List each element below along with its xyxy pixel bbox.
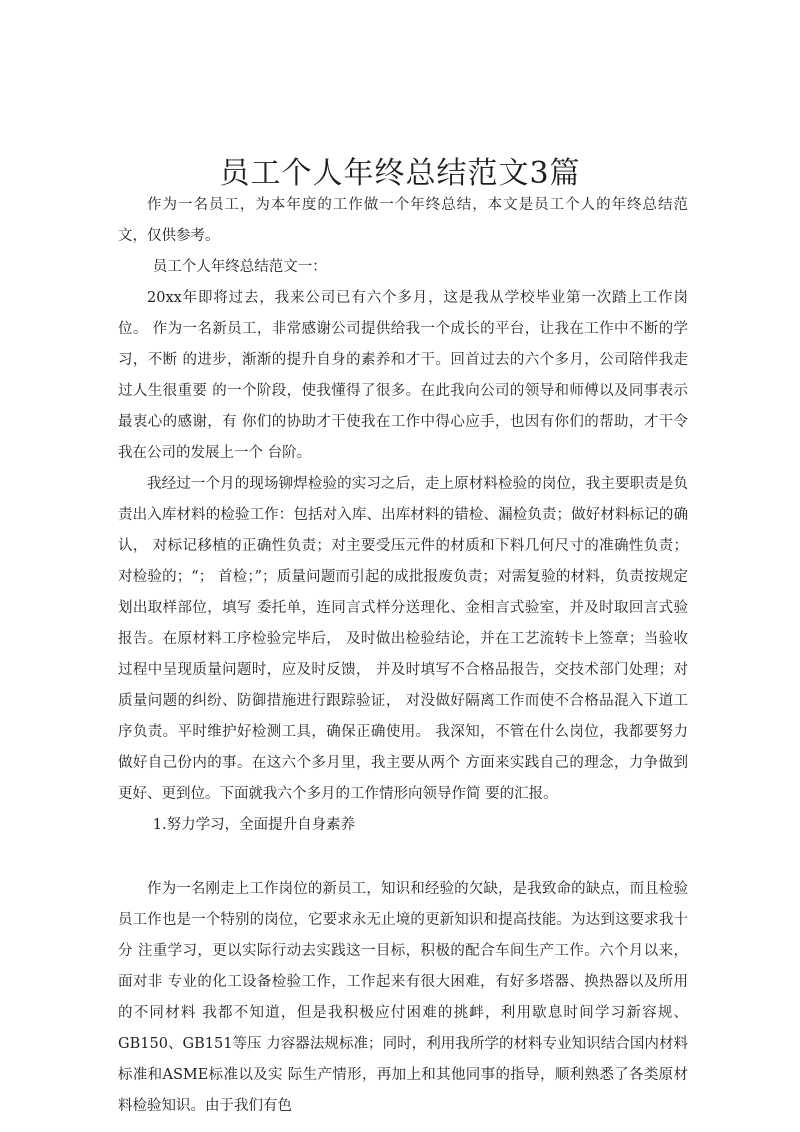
intro-paragraph: 作为一名员工，为本年度的工作做一个年终总结，本文是员工个人的年终总结范 文，仅供参考。 <box>118 197 688 244</box>
paragraph-3: 作为一名刚走上工作岗位的新员工，知识和经验的欠缺，是我致命的缺点，而且检验 员工作也是一个特别的岗位，它要求永无止境的更新知识和提高技能。为达到这要求我十分 注重学习，更以实际行动去实践这一目标，积极的配合车间生产工作。六个月以来，面对非 专业的化工设备检验工作，工作起来有很大困难，有好多塔器、换热器以及所用的不同材料 我都不知道，但是我积极应付困难的挑衅，利用歇息时间学习新容规、GB150、GB151等压 力容器法规标准；同时，利用我所学的材料专业知识结合国内材料标准和ASME标准以及实 际生产情形，再加上和其他同事的指导，顺利熟悉了各类原材料检验知识。由于我们有色 <box>118 881 688 1114</box>
paragraph-1: 20xx年即将过去，我来公司已有六个多月，这是我从学校毕业第一次踏上工作岗位。 作为一名新员工，非常感谢公司提供给我一个成长的平台，让我在工作中不断的学习，不断 的进步，渐渐的提升自身的素养和才干。回首过去的六个多月，公司陪伴我走过人生很重要 的一个阶段，使我懂得了很多。在此我向公司的领导和师傅以及同事表示最衷心的感谢，有 你们的协助才干使我在工作中得心应手，也因有你们的帮助，才干令我在公司的发展上一个 台阶。 <box>118 290 688 461</box>
document-title: 员工个人年终总结范文3篇 <box>219 156 581 192</box>
section-label: 员工个人年终总结范文一： <box>152 259 327 275</box>
document-body <box>118 190 688 1122</box>
section-heading-1: 1.努力学习，全面提升自身素养 <box>152 817 356 833</box>
paragraph-2: 我经过一个月的现场铆焊检验的实习之后，走上原材料检验的岗位，我主要职责是负 责出入库材料的检验工作：包括对入库、出库材料的错检、漏检负责；做好材料标记的确认， 对标记移植的正确性负责；对主要受压元件的材质和下料几何尺寸的准确性负责；对检验的；“； 首检；”；质量问题而引起的成批报废负责；对需复验的材料，负责按规定划出取样部位，填写 委托单，连同言式样分送理化、金相言式验室，并及时取回言式验报告。在原材料工序检验完毕后， 及时做出检验结论，并在工艺流转卡上签章；当验收过程中呈现质量问题时，应及时反馈， 并及时填写不合格品报告，交技术部门处理；对质量问题的纠纷、防御措施进行跟踪验证， 对没做好隔离工作而使不合格品混入下道工序负责。平时维护好检测工具，确保正确使用。 我深知，不管在什么岗位，我都要努力做好自己份内的事。在这六个多月里，我主要从两个 方面来实践自己的理念，力争做到更好、更到位。下面就我六个多月的工作情形向领导作简 要的汇报。 <box>118 476 688 802</box>
